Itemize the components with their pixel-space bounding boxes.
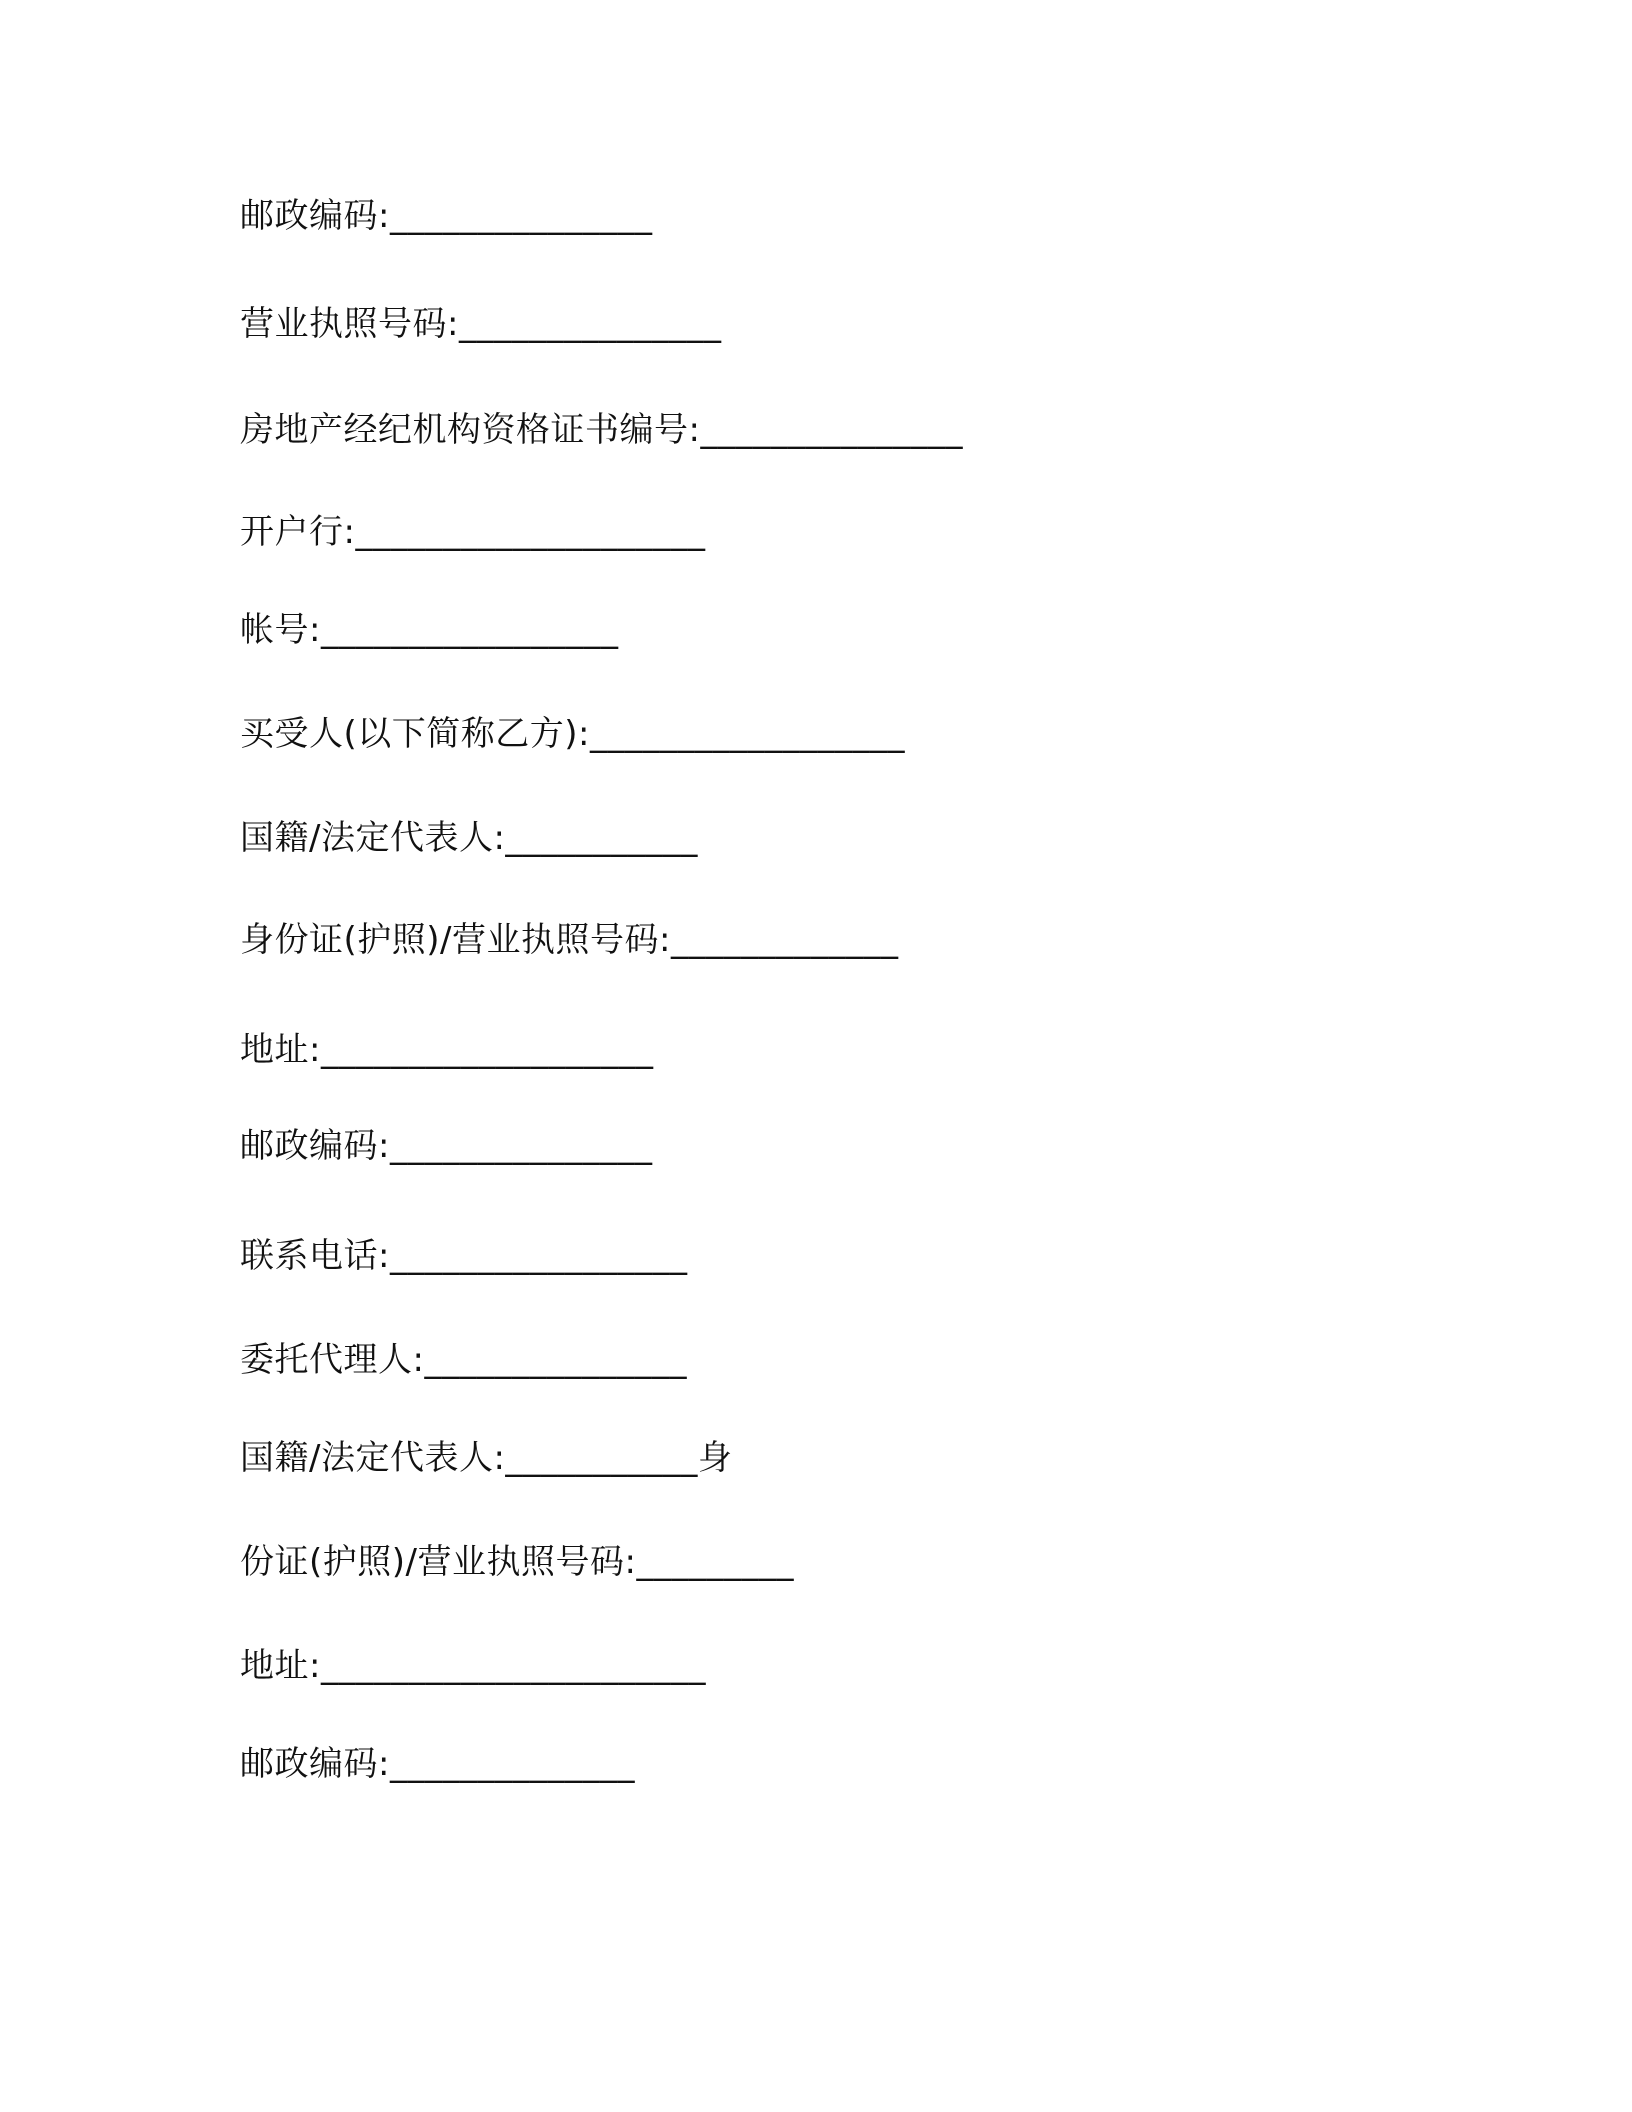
buyer-id-number-line: 身份证(护照)/营业执照号码:_____________ <box>240 920 899 960</box>
agent-nationality-representative-line: 国籍/法定代表人:___________身 <box>240 1438 733 1478</box>
seller-postal-code-line: 邮政编码:_______________ <box>240 196 653 236</box>
agent-id-number-line: 份证(护照)/营业执照号码:_________ <box>240 1542 794 1582</box>
buyer-address-line: 地址:___________________ <box>240 1030 654 1070</box>
buyer-phone-line: 联系电话:_________________ <box>240 1236 688 1276</box>
agent-postal-code-line: 邮政编码:______________ <box>240 1744 635 1784</box>
account-number-line: 帐号:_________________ <box>240 610 619 650</box>
agent-line: 委托代理人:_______________ <box>240 1340 687 1380</box>
buyer-postal-code-line: 邮政编码:_______________ <box>240 1126 653 1166</box>
agent-address-line: 地址:______________________ <box>240 1646 706 1686</box>
buyer-line: 买受人(以下简称乙方):__________________ <box>240 714 905 754</box>
buyer-nationality-representative-line: 国籍/法定代表人:___________ <box>240 818 698 858</box>
business-license-number-line: 营业执照号码:_______________ <box>240 304 722 344</box>
agency-qualification-number-line: 房地产经纪机构资格证书编号:_______________ <box>240 410 963 450</box>
bank-line: 开户行:____________________ <box>240 512 706 552</box>
